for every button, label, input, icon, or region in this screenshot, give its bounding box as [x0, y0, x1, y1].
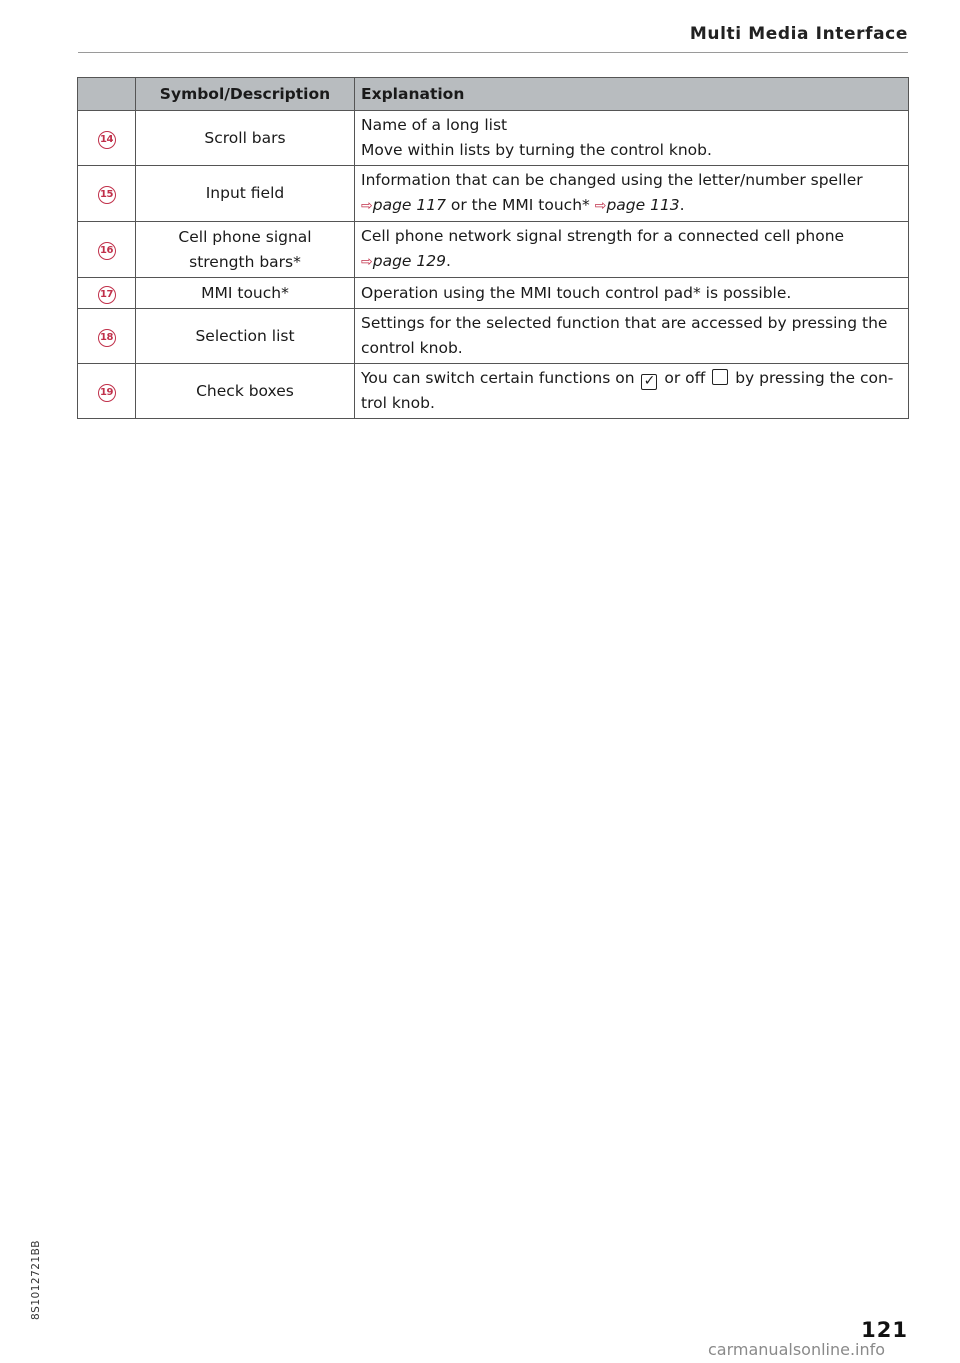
row-number-cell: [78, 309, 136, 364]
explanation-text: or the MMI touch*: [445, 196, 595, 214]
explanation-text: You can switch certain functions on: [361, 369, 640, 387]
symbol-label: strength bars*: [189, 252, 301, 271]
explanation-cell: [355, 166, 909, 222]
table-row: [78, 364, 909, 419]
table-header-row: [78, 78, 909, 111]
callout-number-badge: 17: [98, 286, 116, 304]
callout-number-badge: 14: [98, 131, 116, 149]
symbol-cell: [136, 309, 355, 364]
document-code: 8S1012721BB: [30, 1239, 42, 1320]
explanation-cell: [355, 111, 909, 166]
symbol-label: Cell phone signal: [178, 227, 312, 246]
table-row: [78, 166, 909, 222]
table-row: [78, 222, 909, 278]
callout-number-badge: 19: [98, 384, 116, 402]
page-header: [78, 24, 908, 53]
explanation-line: trol knob.: [361, 394, 435, 412]
callout-number-badge: 18: [98, 329, 116, 347]
explanation-cell: [355, 309, 909, 364]
explanation-line: Information that can be changed using the letter/number speller: [361, 171, 863, 189]
arrow-right-icon: ⇨: [361, 198, 373, 214]
symbol-explanation-table: [77, 77, 909, 419]
symbol-label: Selection list: [195, 326, 295, 345]
row-number-cell: [78, 222, 136, 278]
arrow-right-icon: ⇨: [594, 198, 607, 214]
callout-number-badge: 16: [98, 242, 116, 260]
row-number-cell: [78, 364, 136, 419]
symbol-cell: [136, 222, 355, 278]
section-title: Multi Media Interface: [689, 24, 908, 44]
explanation-cell: [355, 364, 909, 419]
explanation-line: Name of a long list: [361, 116, 508, 134]
explanation-line-checkboxes: [361, 366, 902, 391]
explanation-text: .: [679, 196, 685, 214]
table-row: [78, 111, 909, 166]
symbol-label: Input field: [205, 184, 285, 202]
explanation-cell: [355, 222, 909, 278]
page-number: 121: [861, 1318, 908, 1342]
header-symbol-description: Symbol/Description: [136, 78, 355, 111]
symbol-cell: [136, 364, 355, 419]
header-explanation: Explanation: [355, 78, 909, 111]
explanation-line: Settings for the selected function that are accessed by pressing the: [361, 314, 888, 332]
explanation-line: Operation using the MMI touch control pad* is possible.: [361, 283, 792, 302]
row-number-cell: [78, 166, 136, 222]
page-reference-link[interactable]: page 129: [372, 252, 446, 270]
explanation-text: .: [445, 252, 451, 270]
explanation-line: Cell phone network signal strength for a connected cell phone: [361, 227, 845, 245]
explanation-line: Move within lists by turning the control knob.: [361, 141, 712, 159]
symbol-label: Scroll bars: [204, 128, 286, 147]
explanation-cell: [355, 278, 909, 309]
table-row: [78, 309, 909, 364]
callout-number-badge: 15: [98, 186, 116, 204]
checkbox-unchecked-icon: [712, 369, 728, 385]
arrow-right-icon: ⇨: [361, 254, 373, 270]
symbol-label: Check boxes: [196, 381, 294, 400]
explanation-line-refs: [361, 193, 902, 219]
checkbox-checked-icon: ✓: [641, 374, 657, 390]
header-number: [78, 78, 136, 111]
explanation-line: control knob.: [361, 339, 463, 357]
symbol-cell: [136, 278, 355, 309]
row-number-cell: [78, 111, 136, 166]
watermark-text: carmanualsonline.info: [708, 1340, 886, 1359]
page-reference-link[interactable]: page 113: [606, 196, 680, 214]
explanation-line-refs: [361, 249, 902, 275]
table-row: [78, 278, 909, 309]
row-number-cell: [78, 278, 136, 309]
explanation-text: or off: [659, 369, 711, 387]
symbol-cell: [136, 111, 355, 166]
symbol-label: MMI touch*: [201, 283, 289, 302]
explanation-text: by pressing the con-: [730, 369, 894, 387]
page-reference-link[interactable]: page 117: [372, 196, 446, 214]
symbol-cell: [136, 166, 355, 222]
